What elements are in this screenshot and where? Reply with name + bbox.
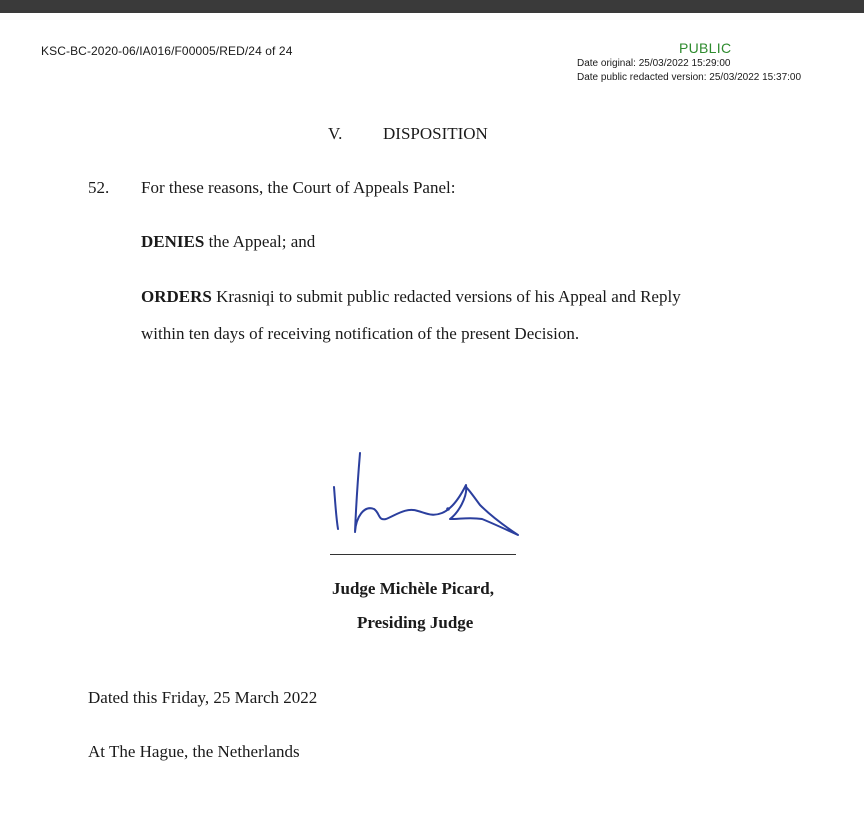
classification-label: PUBLIC bbox=[679, 40, 732, 56]
top-border-bar bbox=[0, 0, 864, 13]
date-public-redacted: Date public redacted version: 25/03/2022 15:37:00 bbox=[577, 72, 802, 83]
section-number: V. bbox=[328, 124, 343, 143]
case-reference: KSC-BC-2020-06/IA016/F00005/RED/24 of 24 bbox=[41, 44, 293, 58]
place-line: At The Hague, the Netherlands bbox=[88, 742, 300, 761]
orders-text: Krasniqi to submit public redacted versions of his Appeal and Reply bbox=[211, 287, 681, 306]
denies-text: the Appeal; and bbox=[204, 232, 316, 251]
date-original: Date original: 25/03/2022 15:29:00 bbox=[577, 58, 731, 69]
judge-name: Judge Michèle Picard, bbox=[332, 579, 494, 598]
orders-continuation: within ten days of receiving notification of the present Decision. bbox=[141, 324, 580, 343]
judge-title: Presiding Judge bbox=[357, 613, 474, 632]
orders-keyword: ORDERS bbox=[141, 287, 212, 306]
signature-line bbox=[330, 554, 516, 555]
orders-clause bbox=[141, 287, 681, 307]
paragraph-intro: For these reasons, the Court of Appeals Panel: bbox=[141, 178, 456, 197]
denies-keyword: DENIES bbox=[141, 232, 205, 251]
dated-line: Dated this Friday, 25 March 2022 bbox=[88, 688, 318, 707]
denies-clause bbox=[141, 232, 315, 252]
handwritten-signature bbox=[320, 447, 530, 547]
paragraph-number: 52. bbox=[88, 178, 110, 197]
section-title: DISPOSITION bbox=[383, 124, 488, 143]
